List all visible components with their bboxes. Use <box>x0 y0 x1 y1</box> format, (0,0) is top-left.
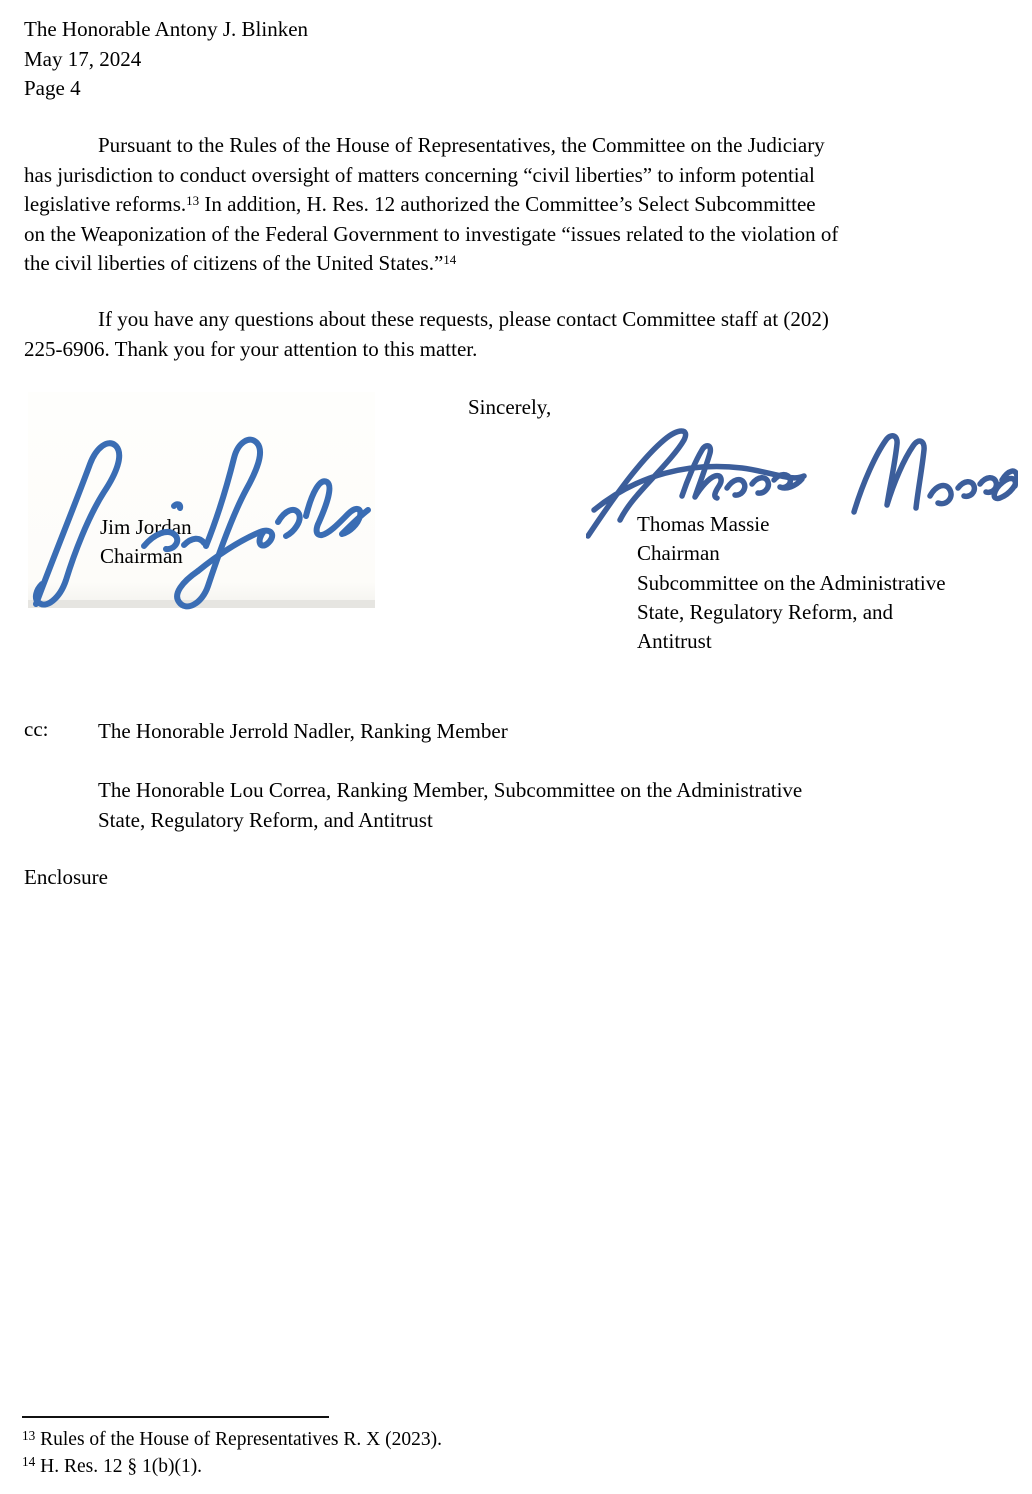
recipient-line: The Honorable Antony J. Blinken <box>24 17 309 41</box>
signer-title: Chairman <box>637 541 720 566</box>
footnote-reference: 14 <box>22 1454 36 1470</box>
page-number-line: Page 4 <box>24 76 81 100</box>
jim-jordan-signature-image <box>28 392 375 608</box>
signer-name: Jim Jordan <box>100 515 192 539</box>
enclosure-label: Enclosure <box>24 865 108 889</box>
text-line: 225-6906. Thank you for your attention to this matter. <box>24 336 478 361</box>
footnote-reference: 14 <box>443 252 457 268</box>
text-line: on the Weaponization of the Federal Government to investigate “issues related to the violation of <box>24 221 839 246</box>
jordan-signature-block <box>100 513 192 572</box>
text-line: legislative reforms.$^{13}$ In addition, H. Res. 12 authorized the Committee’s Select Subcommittee <box>24 192 816 216</box>
signature-stroke <box>930 471 1017 504</box>
date-line: May 17, 2024 <box>24 46 142 71</box>
cc-entry-correa <box>98 776 802 835</box>
text-line: The Honorable Lou Correa, Ranking Member, Subcommittee on the Administrative <box>98 778 803 802</box>
scan-artifact-strip <box>28 600 375 608</box>
paragraph-contact <box>24 305 1019 364</box>
signer-org <box>637 569 946 657</box>
text-line: has jurisdiction to conduct oversight of matters concerning “civil liberties” to inform potential <box>24 162 815 187</box>
text-line: State, Regulatory Reform, and <box>637 599 894 624</box>
signature-stroke <box>854 436 924 512</box>
signature-stroke <box>682 446 802 498</box>
cc-entry-nadler <box>98 717 802 747</box>
signer-title: Chairman <box>100 544 183 569</box>
text-line: Antitrust <box>637 629 712 654</box>
signer-name: Thomas Massie <box>637 512 770 536</box>
footnote-separator <box>22 1416 329 1418</box>
text-line: If you have any questions about these requests, please contact Committee staff at (202) <box>98 307 829 331</box>
massie-signature-block <box>637 510 946 656</box>
text-line: $^{13}$ Rules of the House of Representatives R. X (2023). <box>22 1427 442 1450</box>
paragraph-jurisdiction <box>24 131 1019 279</box>
letter-header <box>24 15 308 104</box>
footnote-reference: 13 <box>22 1427 36 1443</box>
footnote-reference: 13 <box>186 193 200 209</box>
text-line: Subcommittee on the Administrative <box>637 570 946 595</box>
text-line: $^{14}$ H. Res. 12 § 1(b)(1). <box>22 1454 203 1477</box>
closing-sincerely: Sincerely, <box>468 395 552 419</box>
text-line: State, Regulatory Reform, and Antitrust <box>98 807 433 832</box>
text-line: the civil liberties of citizens of the United States.”$^{14}$ <box>24 251 457 275</box>
footnotes <box>22 1427 442 1480</box>
text-line: The Honorable Jerrold Nadler, Ranking Member <box>98 719 508 743</box>
text-line: Pursuant to the Rules of the House of Representatives, the Committee on the Judiciary <box>98 133 825 157</box>
cc-entries <box>98 717 802 835</box>
cc-label: cc: <box>24 717 49 741</box>
